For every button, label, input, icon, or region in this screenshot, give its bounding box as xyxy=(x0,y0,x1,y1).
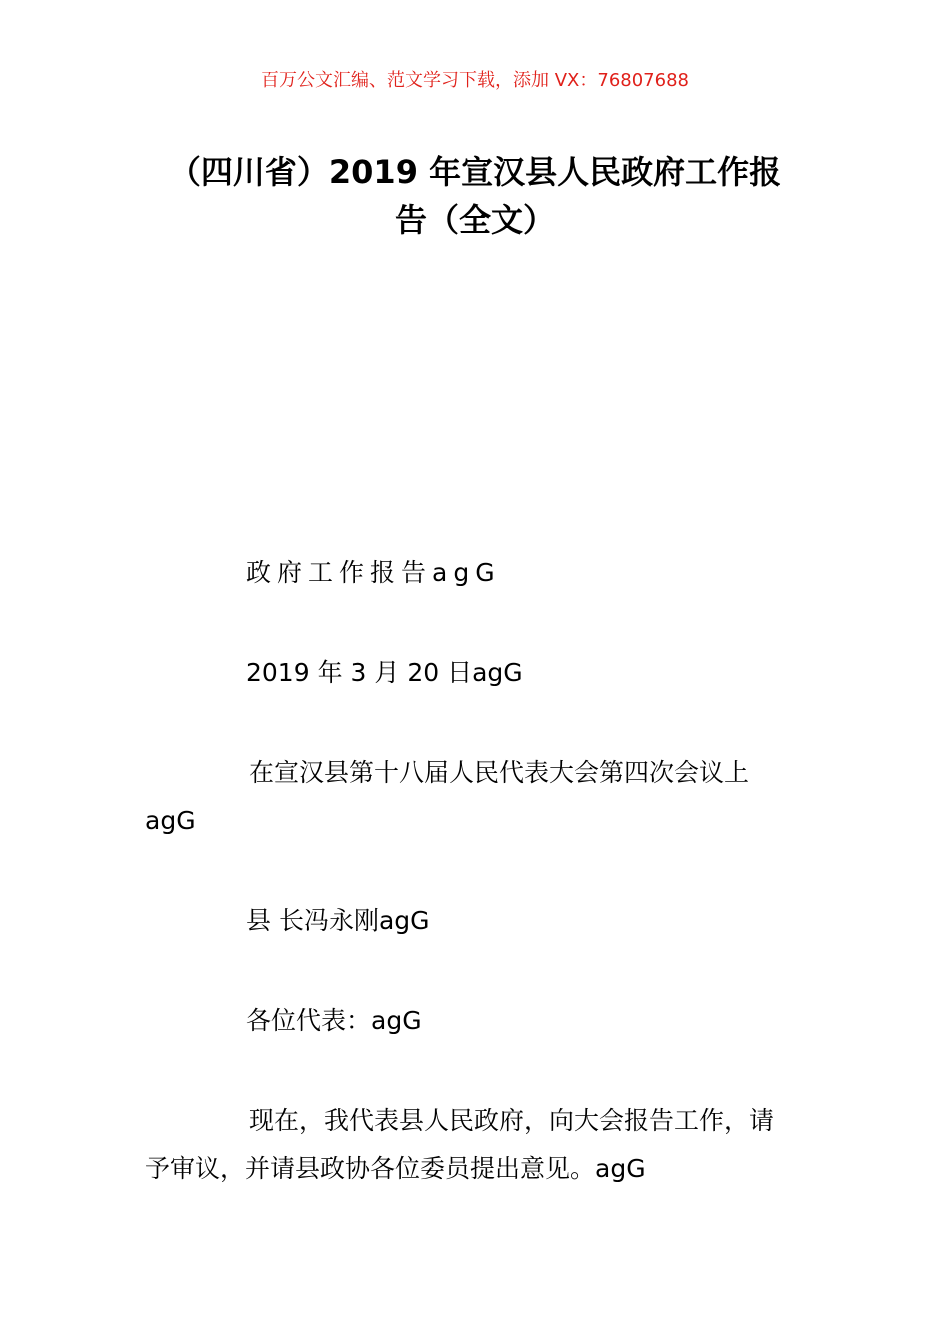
paragraph-meeting-line-1: 在宣汉县第十八届人民代表大会第四次会议上 xyxy=(249,758,750,787)
paragraph-salutation: 各位代表：agG xyxy=(246,1006,422,1035)
paragraph-date: 2019 年 3 月 20 日agG xyxy=(246,658,523,687)
paragraph-speaker: 县 长冯永刚agG xyxy=(246,906,430,935)
paragraph-opening-line-2: 予审议，并请县政协各位委员提出意见。agG xyxy=(145,1154,646,1183)
paragraph-opening-line-1: 现在，我代表县人民政府，向大会报告工作，请 xyxy=(249,1106,775,1135)
header-note: 百万公文汇编、范文学习下载，添加 VX：76807688 xyxy=(261,70,689,91)
title-line-2: 告（全文） xyxy=(394,201,555,239)
paragraph-report-heading: 政府工作报告agG xyxy=(246,558,501,587)
paragraph-meeting-line-2: agG xyxy=(145,806,196,835)
page-title xyxy=(140,148,810,244)
title-line-1: （四川省）2019 年宣汉县人民政府工作报 xyxy=(168,153,782,191)
